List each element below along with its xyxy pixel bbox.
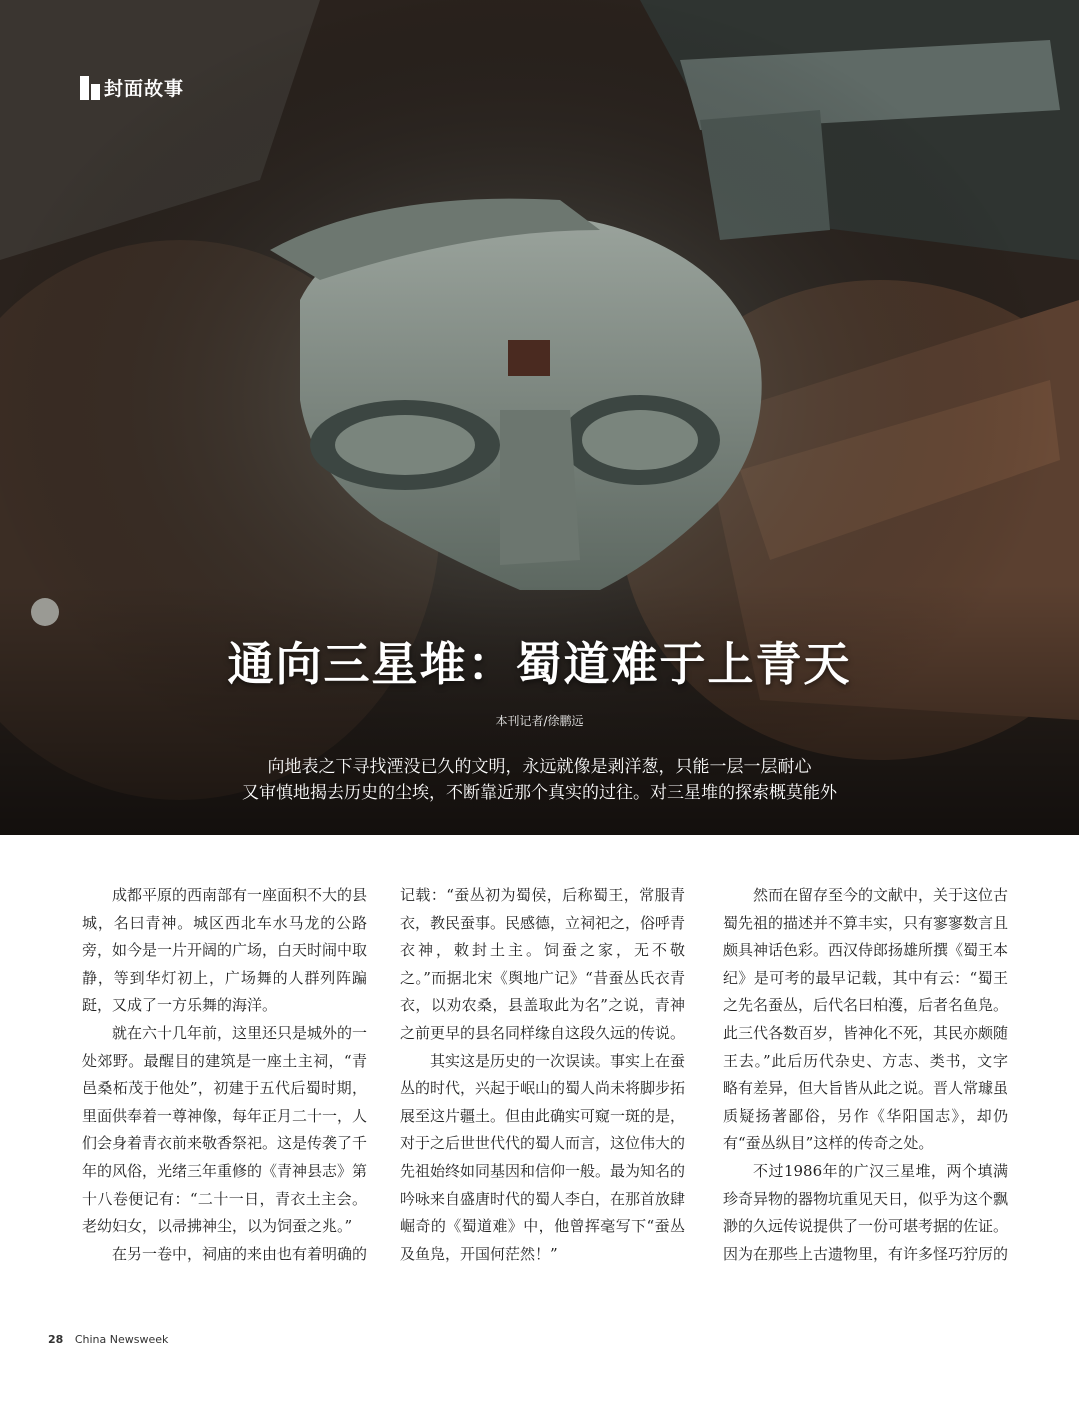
page-footer: [48, 1333, 168, 1346]
lede: [0, 754, 1079, 806]
body-column-3: [723, 882, 1008, 1268]
page-number: 28: [48, 1333, 64, 1346]
body-column-1: [82, 882, 367, 1268]
paragraph: 成都平原的西南部有一座面积不大的县城，名曰青神。城区西北车水马龙的公路旁，如今是一片开阔的广场，白天时闹中取静，等到华灯初上，广场舞的人群列阵蹁跹，又成了一方乐舞的海洋。: [82, 886, 368, 1015]
paragraph: 其实这是历史的一次误读。事实上在蚕丛的时代，兴起于岷山的蜀人尚未将脚步拓展至这片疆土。但由此确实可窥一斑的是，对于之后世世代代的蜀人而言，这位伟大的先祖始终如同基因和信仰一般。最为知名的吟咏来自盛唐时代的蜀人李白，在那首放肆崛奇的《蜀道难》中，他曾挥毫写下“蚕丛及鱼凫，开国何茫然！”: [400, 1051, 686, 1263]
paragraph: 然而在留存至今的文献中，关于这位古蜀先祖的描述并不算丰实，只有寥寥数言且颇具神话色彩。西汉侍郎扬雄所撰《蜀王本纪》是可考的最早记载，其中有云：“蜀王之先名蚕丛，后代名曰柏濩，后者名鱼凫。此三代各数百岁，皆神化不死，其民亦颇随王去。”此后历代杂史、方志、类书，文字略有差异，但大旨皆从此之说。晋人常璩虽质疑扬著鄙俗，另作《华阳国志》，却仍有“蚕丛纵目”这样的传奇之处。: [723, 886, 1009, 1153]
paragraph: 记载：“蚕丛初为蜀侯，后称蜀王，常服青衣，教民蚕事。民感德，立祠祀之，俗呼青衣神，敕封土主。饲蚕之家，无不敬之。”而据北宋《舆地广记》“昔蚕丛氏衣青衣，以劝农桑，县盖取此为名”之说，青神之前更早的县名同样缘自这段久远的传说。: [400, 886, 686, 1042]
article-body: [82, 882, 1008, 1272]
body-column-2: [400, 882, 685, 1268]
lede-line: 向地表之下寻找湮没已久的文明，永远就像是剥洋葱，只能一层一层耐心: [267, 757, 812, 777]
section-tag-label: 封面故事: [104, 78, 185, 100]
section-tag: [80, 74, 184, 101]
section-tag-icon: [80, 76, 100, 100]
byline: 本刊记者/徐鹏远: [495, 714, 584, 728]
article-headline: 通向三星堆：蜀道难于上青天: [227, 637, 852, 691]
lede-line: 又审慎地揭去历史的尘埃，不断靠近那个真实的过往。对三星堆的探索概莫能外: [242, 783, 837, 803]
paragraph: 不过1986年的广汉三星堆，两个填满珍奇异物的器物坑重见天日，似乎为这个飘渺的久远传说提供了一份可堪考据的佐证。因为在那些上古遗物里，有许多怪巧狞厉的: [723, 1161, 1009, 1263]
paragraph: 在另一卷中，祠庙的来由也有着明确的: [112, 1244, 368, 1263]
publication-name: China Newsweek: [74, 1333, 169, 1346]
paragraph: 就在六十几年前，这里还只是城外的一处郊野。最醒目的建筑是一座土主祠，“青邑桑柘茂于他处”，初建于五代后蜀时期，里面供奉着一尊神像，每年正月二十一，人们会身着青衣前来敬香祭祀。这是传袭了千年的风俗，光绪三年重修的《青神县志》第十八卷便记有：“二十一日，青衣土主会。老幼妇女，以帚拂神尘，以为饲蚕之兆。”: [82, 1023, 368, 1236]
